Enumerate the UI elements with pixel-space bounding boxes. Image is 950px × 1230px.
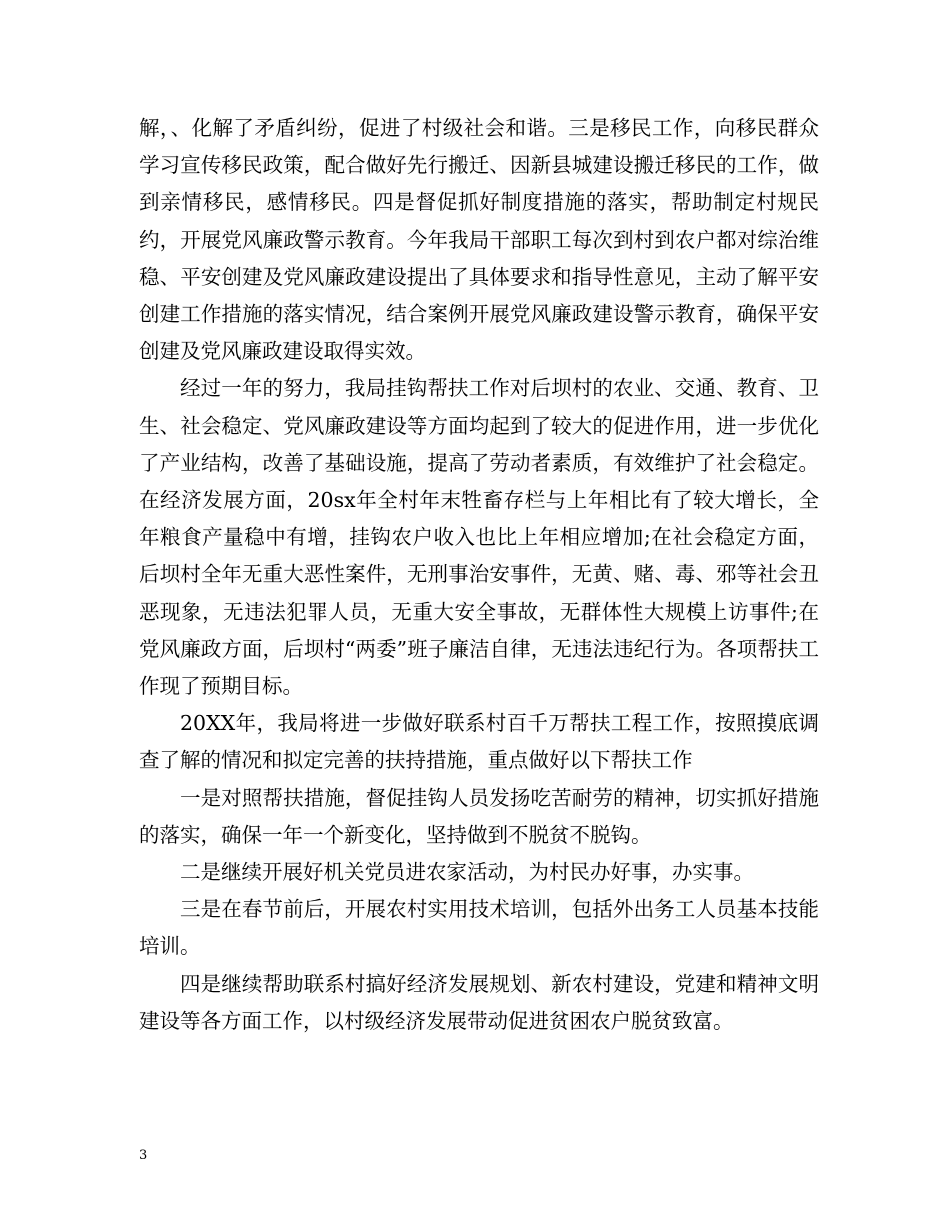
page-body — [139, 110, 819, 1040]
page-number: 3 — [139, 1148, 148, 1163]
paragraph-6: 三是在春节前后，开展农村实用技术培训，包括外出务工人员基本技能培训。 — [139, 897, 819, 959]
paragraph-1: 解，、化解了矛盾纠纷，促进了村级社会和谐。三是移民工作，向移民群众学习宣传移民政策，配合做好先行搬迁、因新县城建设搬迁移民的工作，做到亲情移民，感情移民。四是督促抓好制度措施的落实，帮助制定村规民约，开展党风廉政警示教育。今年我局干部职工每次到村到农户都对综治维稳、平安创建及党风廉政建设提出了具体要求和指导性意见，主动了解平安创建工作措施的落实情况，结合案例开展党风廉政建设警示教育，确保平安创建及党风廉政建设取得实效。 — [139, 116, 819, 364]
paragraph-2: 经过一年的努力，我局挂钩帮扶工作对后坝村的农业、交通、教育、卫生、社会稳定、党风廉政建设等方面均起到了较大的促进作用，进一步优化了产业结构，改善了基础设施，提高了劳动者素质，有效维护了社会稳定。在经济发展方面，20sx年全村年末牲畜存栏与上年相比有了较大增长，全年粮食产量稳中有增，挂钩农户收入也比上年相应增加;在社会稳定方面，后坝村全年无重大恶性案件，无刑事治安事件，无黄、赌、毒、邪等社会丑恶现象，无违法犯罪人员，无重大安全事故，无群体性大规模上访事件;在党风廉政方面，后坝村“两委”班子廉洁自律，无违法违纪行为。各项帮扶工作现了预期目标。 — [139, 376, 819, 699]
paragraph-4: 一是对照帮扶措施，督促挂钩人员发扬吃苦耐劳的精神，切实抓好措施的落实，确保一年一个新变化，坚持做到不脱贫不脱钩。 — [139, 785, 819, 847]
paragraph-3: 20XX年，我局将进一步做好联系村百千万帮扶工程工作，按照摸底调查了解的情况和拟定完善的扶持措施，重点做好以下帮扶工作 — [139, 711, 819, 773]
paragraph-7: 四是继续帮助联系村搞好经济发展规划、新农村建设，党建和精神文明建设等各方面工作，以村级经济发展带动促进贫困农户脱贫致富。 — [139, 971, 819, 1033]
paragraph-5: 二是继续开展好机关党员进农家活动，为村民办好事，办实事。 — [180, 860, 754, 885]
